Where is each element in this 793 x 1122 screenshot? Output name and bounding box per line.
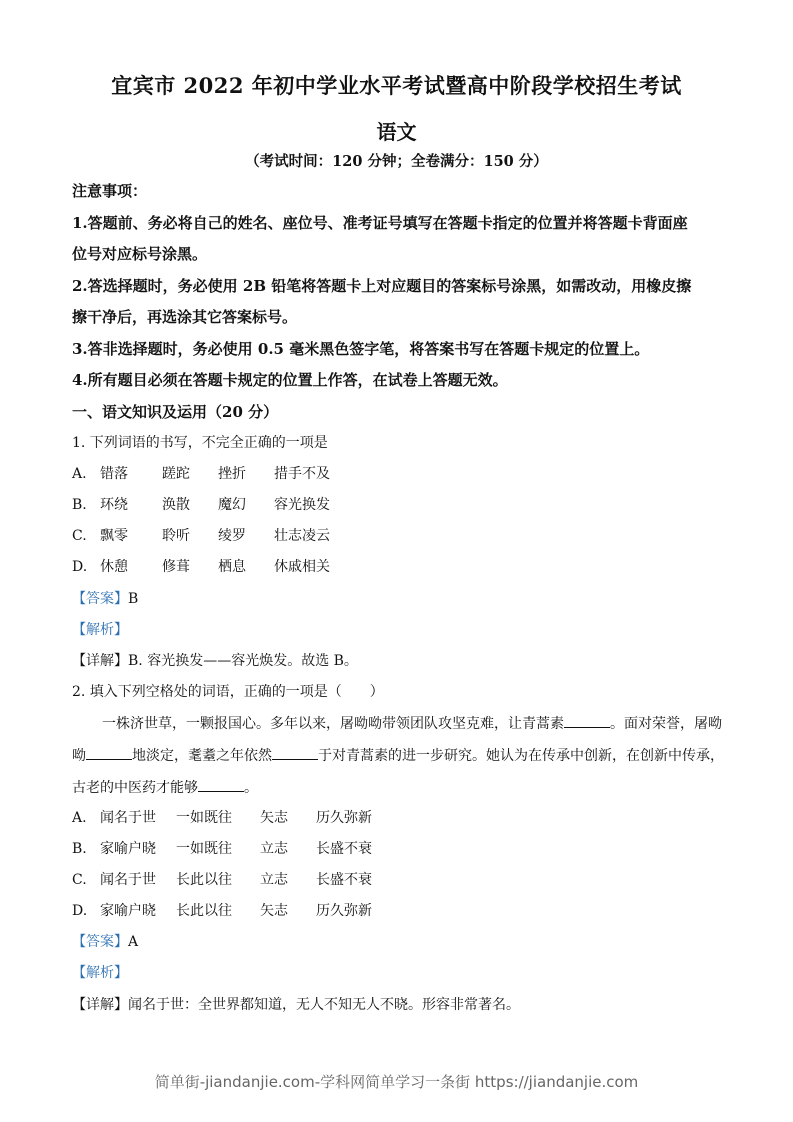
answer-value: A (128, 934, 139, 950)
q1-stem: 1. 下列词语的书写，不完全正确的一项是 (72, 435, 328, 451)
q1-option-a: A. 错落 蹉跎 挫折 措手不及 (72, 466, 330, 482)
answer-blank (198, 777, 244, 792)
answer-tag: 【答案】 (72, 591, 128, 607)
q2-option-d: D. 家喻户晓 长此以往 矢志 历久弥新 (72, 903, 372, 919)
q2-option-c: C. 闻名于世 长此以往 立志 长盛不衰 (72, 872, 372, 888)
notice-item-2-line-1: 2.答选择题时，务必使用 2B 铅笔将答题卡上对应题目的答案标号涂黑，如需改动，用橡皮擦 (72, 277, 692, 295)
notice-heading: 注意事项： (72, 182, 148, 200)
q1-answer (72, 588, 138, 608)
q2-passage-line-2: 呦 地淡定，耄耋之年依然 于对青蒿素的进一步研究。她认为在传承中创新，在创新中传承， (72, 745, 724, 765)
q2-passage-line-1: 一株济世草，一颗报国心。多年以来，屠呦呦带领团队攻坚克难，让青蒿素 。面对荣誉，屠呦 (102, 713, 722, 733)
notice-item-4: 4.所有题目必须在答题卡规定的位置上作答，在试卷上答题无效。 (72, 371, 508, 389)
q2-analysis-tag: 【解析】 (72, 965, 128, 981)
page-footer[interactable]: 简单街-jiandanjie.com-学科网简单学习一条街 https://jiandanjie.com (154, 1073, 639, 1091)
q1-analysis-tag: 【解析】 (72, 622, 128, 638)
subject-title: 语文 (376, 120, 417, 144)
q2-passage-line-3: 古老的中医药才能够 。 (72, 777, 258, 797)
section-heading: 一、语文知识及运用（20 分） (72, 403, 279, 421)
exam-info: （考试时间：120 分钟；全卷满分：150 分） (245, 153, 548, 170)
notice-item-1-line-2: 位号对应标号涂黑。 (72, 245, 208, 263)
answer-blank (272, 745, 318, 760)
notice-item-3: 3.答非选择题时，务必使用 0.5 毫米黑色签字笔，将答案书写在答题卡规定的位置上。 (72, 340, 650, 358)
q2-stem: 2. 填入下列空格处的词语，正确的一项是（ ） (72, 684, 384, 700)
q2-option-b: B. 家喻户晓 一如既往 立志 长盛不衰 (72, 841, 372, 857)
q1-option-c: C. 飘零 聆听 绫罗 壮志凌云 (72, 528, 330, 544)
q1-detail: 【详解】B. 容光换发——容光焕发。故选 B。 (72, 653, 358, 669)
answer-blank (86, 745, 132, 760)
q2-answer (72, 931, 138, 951)
q1-option-b: B. 环绕 涣散 魔幻 容光换发 (72, 497, 330, 513)
answer-value: B (128, 591, 139, 607)
answer-tag: 【答案】 (72, 934, 128, 950)
q2-detail: 【详解】闻名于世：全世界都知道，无人不知无人不晓。形容非常著名。 (72, 997, 520, 1013)
answer-blank (564, 713, 610, 728)
notice-item-2-line-2: 擦干净后，再选涂其它答案标号。 (72, 308, 298, 326)
q2-option-a: A. 闻名于世 一如既往 矢志 历久弥新 (72, 810, 372, 826)
exam-title: 宜宾市 2022 年初中学业水平考试暨高中阶段学校招生考试 (111, 73, 682, 98)
notice-item-1-line-1: 1.答题前、务必将自己的姓名、座位号、准考证号填写在答题卡指定的位置并将答题卡背面座 (72, 214, 688, 232)
q1-option-d: D. 休憩 修葺 栖息 休戚相关 (72, 559, 330, 575)
